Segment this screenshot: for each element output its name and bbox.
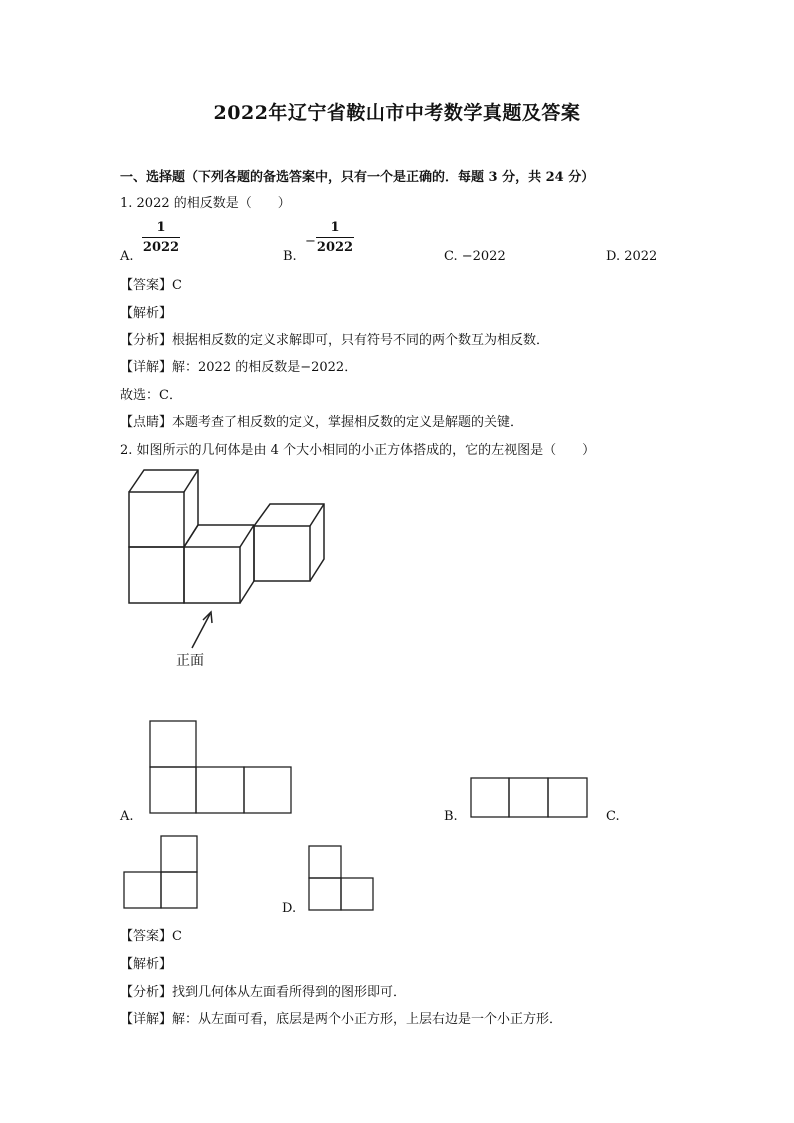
q1-stem: 1. 2022 的相反数是（ ） [120,196,291,211]
q1-option-b-label: B. [283,249,297,264]
q2-option-c-label: C. [606,809,620,824]
q1-option-a-numerator: 1 [156,220,166,235]
q2-option-b-label: B. [444,809,458,824]
q2-stem: 2. 如图所示的几何体是由 4 个大小相同的小正方体搭成的，它的左视图是（ ） [120,443,596,458]
q2-option-d-label: D. [282,901,297,916]
q2-answer: 【答案】C [120,929,182,944]
q1-option-b-numerator: 1 [330,220,340,235]
q2-analysis-label: 【解析】 [120,957,173,972]
q1-option-b-denominator: 2022 [316,240,354,255]
page-title: 2022年辽宁省鞍山市中考数学真题及答案 [213,102,581,124]
q1-answer: 【答案】C [120,278,182,293]
q1-fenxi: 【分析】根据相反数的定义求解即可，只有符号不同的两个数互为相反数． [120,333,550,348]
q1-detail: 【详解】解：2022 的相反数是−2022． [120,360,358,375]
square [309,878,341,910]
square [341,878,373,910]
q1-comment: 【点睛】本题考查了相反数的定义，掌握相反数的定义是解题的关键． [120,415,524,430]
q2-front-label: 正面 [176,653,204,669]
q1-option-c: C. −2022 [444,249,506,264]
q1-option-a-label: A. [120,249,134,264]
q1-option-a-denominator: 2022 [142,240,180,255]
q2-detail: 【详解】解：从左面可看，底层是两个小正方形，上层右边是一个小正方形． [120,1012,563,1027]
square [309,846,341,878]
section-heading: 一、选择题（下列各题的备选答案中，只有一个是正确的．每题 3 分，共 24 分） [120,170,595,185]
q1-option-d: D. 2022 [606,249,658,264]
q1-analysis-label: 【解析】 [120,306,173,321]
q2-fenxi: 【分析】找到几何体从左面看所得到的图形即可． [120,985,407,1000]
q1-choose: 故选：C． [120,388,182,403]
q2-option-a-label: A. [120,809,134,824]
q1-option-b-sign: − [305,234,316,249]
